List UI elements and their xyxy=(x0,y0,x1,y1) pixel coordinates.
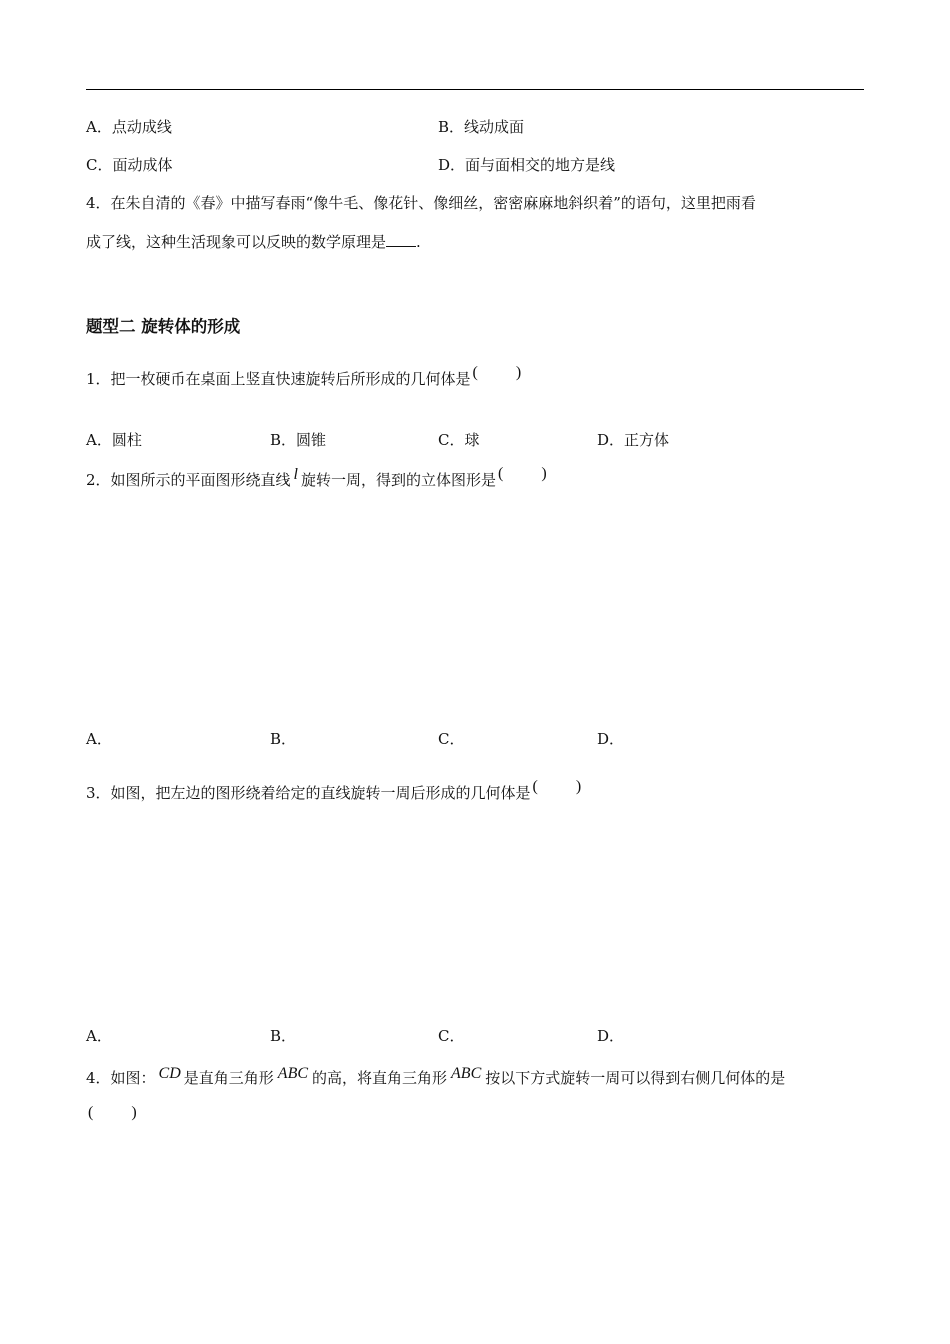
answer-paren-close: ) xyxy=(515,364,522,381)
s2q3-figure-area xyxy=(86,815,864,1015)
s2q4-stem xyxy=(86,1065,786,1087)
answer-paren-open: ( xyxy=(532,778,538,795)
s2q4-stem-d: 按以下方式旋转一周可以得到右侧几何体的是 xyxy=(485,1069,786,1087)
s2q2-option-c[interactable]: C． xyxy=(438,730,465,748)
q3-option-a[interactable]: A．点动成线 xyxy=(86,118,172,136)
s2q4-answer-parens xyxy=(88,1105,137,1121)
s2q2-stem-pre: 2．如图所示的平面图形绕直线 xyxy=(86,471,291,489)
s2q3-option-d[interactable]: D． xyxy=(597,1027,625,1045)
q4-stem-line2-end: . xyxy=(416,233,421,251)
s2q3-option-a[interactable]: A． xyxy=(86,1027,112,1045)
s2q2-option-a[interactable]: A． xyxy=(86,730,112,748)
q4-stem-line2 xyxy=(86,234,421,250)
triangle-abc: ABC xyxy=(451,1065,482,1082)
s2q4-stem-b: 是直角三角形 xyxy=(183,1069,274,1087)
s2q2-stem xyxy=(86,465,547,489)
triangle-abc: ABC xyxy=(277,1065,309,1082)
s2q2-stem-post: 旋转一周，得到的立体图形是 xyxy=(301,471,497,489)
q4-stem-line1: 4．在朱自清的《春》中描写春雨“像牛毛、像花针、像细丝，密密麻麻地斜织着”的语句，这里把雨看 xyxy=(86,194,756,212)
q3-option-b[interactable]: B．线动成面 xyxy=(438,118,525,136)
q3-option-c[interactable]: C．面动成体 xyxy=(86,156,173,174)
s2q3-stem xyxy=(86,778,582,802)
s2q1-option-b[interactable]: B．圆锥 xyxy=(270,431,327,449)
s2q1-option-d[interactable]: D．正方体 xyxy=(597,431,670,449)
line-variable: l xyxy=(293,466,298,483)
s2q4-stem-c: 的高，将直角三角形 xyxy=(312,1069,448,1087)
answer-blank[interactable] xyxy=(386,234,416,247)
s2q4-stem-a: 4．如图： xyxy=(86,1069,156,1087)
header-rule xyxy=(86,89,864,90)
answer-paren-open: ( xyxy=(88,1104,94,1121)
s2q2-option-b[interactable]: B． xyxy=(270,730,297,748)
s2q1-option-a[interactable]: A．圆柱 xyxy=(86,431,142,449)
answer-paren-close: ) xyxy=(131,1104,137,1121)
s2q3-option-b[interactable]: B． xyxy=(270,1027,297,1045)
answer-paren-open: ( xyxy=(472,364,478,381)
answer-paren-close: ) xyxy=(541,465,547,482)
s2q2-option-d[interactable]: D． xyxy=(597,730,625,748)
section-heading: 题型二 旋转体的形成 xyxy=(86,317,241,336)
s2q3-option-c[interactable]: C． xyxy=(438,1027,465,1045)
q4-stem-line2-text: 成了线，这种生活现象可以反映的数学原理是 xyxy=(86,233,387,251)
q3-option-d[interactable]: D．面与面相交的地方是线 xyxy=(438,156,616,174)
s2q1-stem-text: 1．把一枚硬币在桌面上竖直快速旋转后所形成的几何体是 xyxy=(86,370,471,388)
s2q3-stem-text: 3．如图，把左边的图形绕着给定的直线旋转一周后形成的几何体是 xyxy=(86,784,531,802)
s2q2-figure-area xyxy=(86,500,864,720)
s2q1-option-c[interactable]: C．球 xyxy=(438,431,480,449)
segment-cd: CD xyxy=(158,1065,181,1082)
answer-paren-close: ) xyxy=(575,778,582,795)
answer-paren-open: ( xyxy=(498,465,504,482)
s2q1-stem xyxy=(86,364,522,388)
